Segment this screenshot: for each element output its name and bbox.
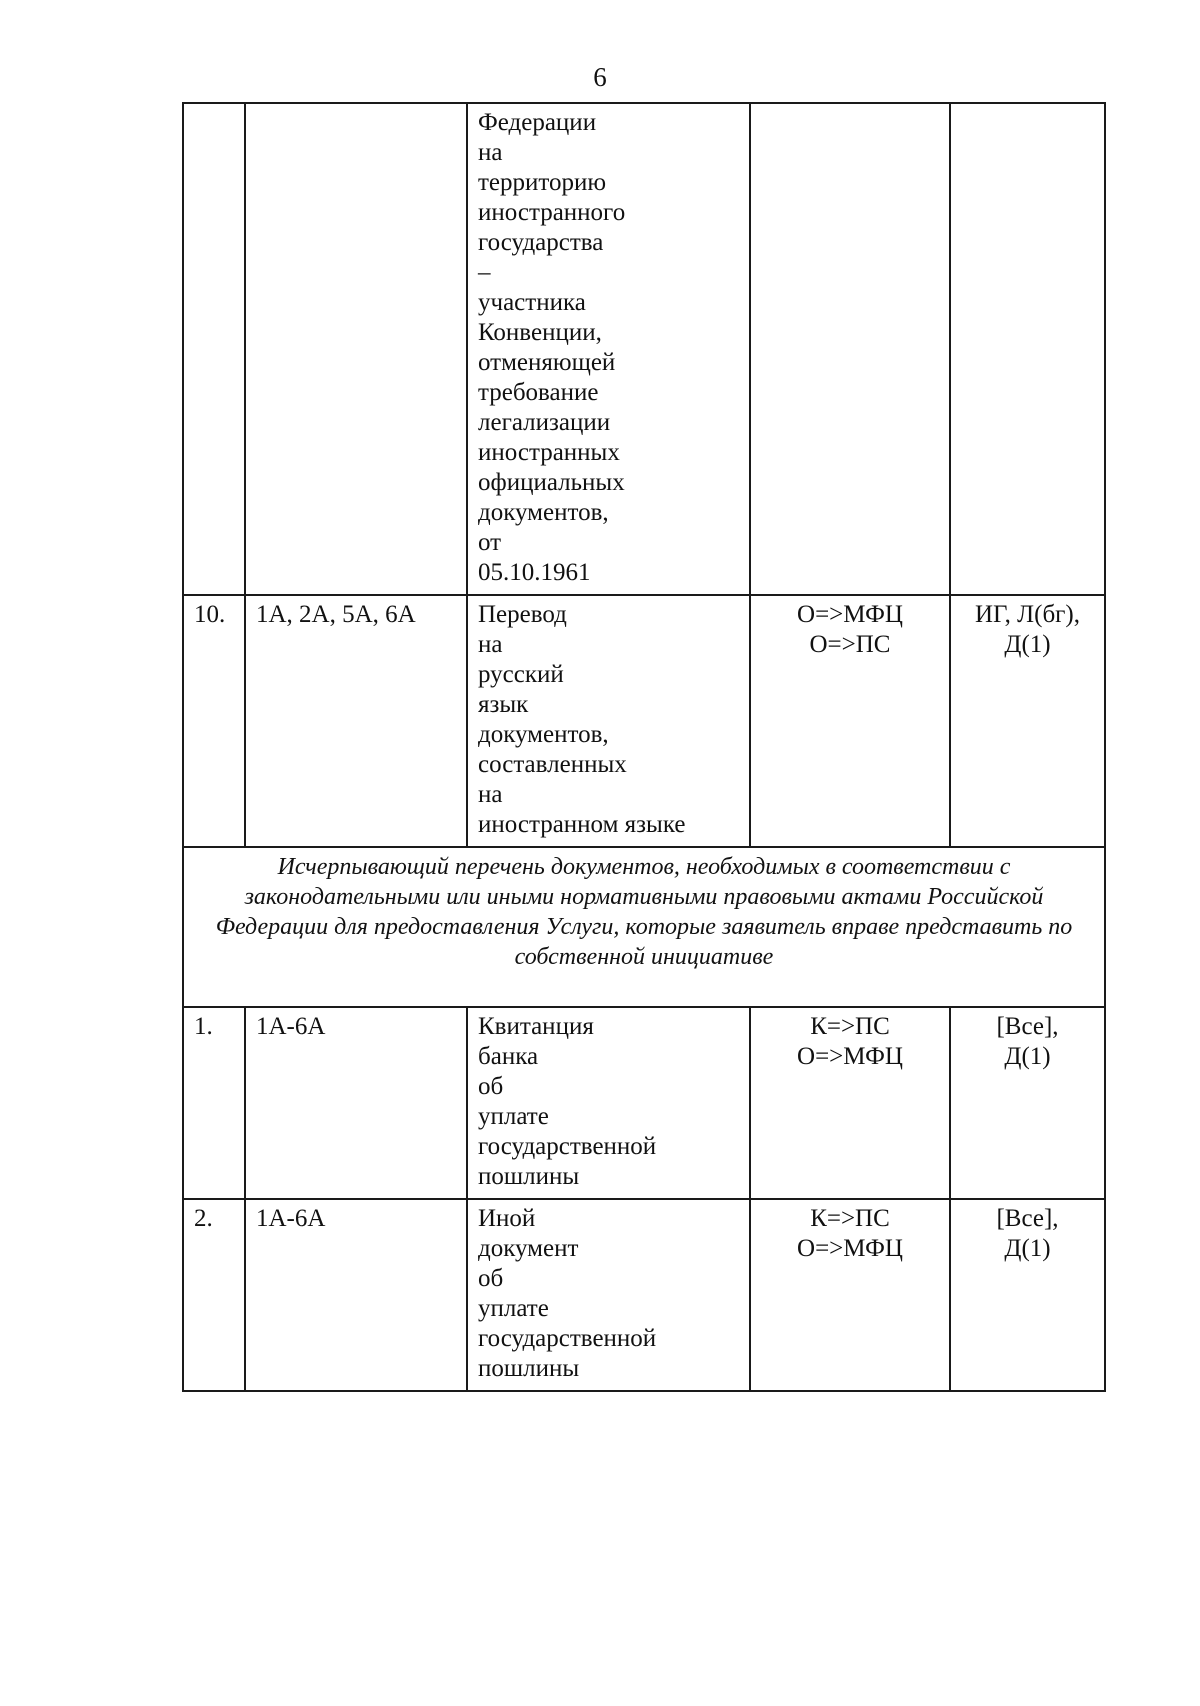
description-line [478,288,739,348]
description-line [478,468,739,498]
description-line [478,1012,739,1102]
document-description [467,1007,750,1199]
description-word: русский [478,661,564,688]
description-word: документов, [478,721,609,748]
description-line [478,690,739,750]
groups-line: ИГ, Л(бг), [974,601,1081,628]
description-word: иностранном языке [478,811,686,838]
applicant-codes [245,103,467,595]
description-line [478,438,739,468]
description-line [478,498,739,558]
submission-method [750,1199,950,1391]
applicant-groups [950,103,1105,595]
applicant-groups [950,595,1105,847]
groups-line: Д(1) [1004,1043,1051,1070]
description-word: язык [478,691,529,718]
description-word: Квитанция [478,1013,594,1040]
applicant-groups [950,1007,1105,1199]
description-word: об [478,1073,504,1100]
description-line [478,168,739,198]
applicant-codes: 1А, 2А, 5А, 6А [245,595,467,847]
description-word: государственной [478,1325,657,1352]
document-description [467,103,750,595]
groups-line: Д(1) [1004,1235,1051,1262]
description-line [478,558,739,588]
groups-line: [Все], [996,1205,1059,1232]
applicant-codes: 1А-6А [245,1007,467,1199]
description-word: Конвенции, [478,319,602,346]
documents-table [182,102,1106,1392]
description-word: об [478,1265,504,1292]
description-word: уплате [478,1103,549,1130]
row-number [183,103,245,595]
description-word: официальных [478,469,625,496]
description-line [478,600,739,690]
description-word: на [478,139,503,166]
method-line: О=>ПС [809,631,891,658]
row-number: 1. [183,1007,245,1199]
description-line [478,1294,739,1324]
row-number: 2. [183,1199,245,1391]
description-word: Федерации [478,109,597,136]
method-line: О=>МФЦ [797,601,903,628]
description-word: банка [478,1043,539,1070]
description-word: документов, [478,499,609,526]
description-line [478,1204,739,1294]
document-description [467,595,750,847]
description-line [478,1162,739,1192]
description-line [478,348,739,378]
row-number: 10. [183,595,245,847]
description-line [478,1354,739,1384]
description-word: пошлины [478,1355,580,1382]
description-line [478,1102,739,1132]
description-word: документ [478,1235,579,1262]
description-word: Иной [478,1205,536,1232]
description-word: составленных [478,751,627,778]
method-line: О=>МФЦ [797,1043,903,1070]
description-line [478,1324,739,1354]
table-row [183,595,1105,847]
description-line [478,108,739,168]
description-line [478,228,739,288]
description-line [478,1132,739,1162]
applicant-groups [950,1199,1105,1391]
description-line [478,408,739,438]
description-word: участника [478,289,586,316]
description-word: – [478,259,491,286]
page-number: 6 [593,62,607,92]
description-word: легализации [478,409,611,436]
description-word: иностранного [478,199,626,226]
groups-line: [Все], [996,1013,1059,1040]
description-word: пошлины [478,1163,580,1190]
table-row [183,1007,1105,1199]
description-line [478,378,739,408]
description-word: 05.10.1961 [478,559,591,586]
submission-method [750,103,950,595]
description-word: требование [478,379,599,406]
section-row [183,847,1105,1007]
description-word: отменяющей [478,349,616,376]
description-word: государственной [478,1133,657,1160]
description-word: Перевод [478,601,567,628]
table-row [183,1199,1105,1391]
groups-line: Д(1) [1004,631,1051,658]
description-word: на [478,631,503,658]
description-word: территорию [478,169,607,196]
method-line: К=>ПС [810,1013,890,1040]
description-word: государства [478,229,604,256]
method-line: О=>МФЦ [797,1235,903,1262]
description-word: иностранных [478,439,620,466]
submission-method [750,1007,950,1199]
description-word: на [478,781,503,808]
description-line [478,810,739,840]
description-line [478,198,739,228]
submission-method [750,595,950,847]
document-description [467,1199,750,1391]
description-line [478,750,739,810]
section-heading: Исчерпывающий перечень документов, необходимых в соответствии с законодательными или иными нормативными правовыми актами Российской Федерации для предоставления Услуги, которые заявитель вправе представить по собственной инициативе [183,847,1105,1007]
method-line: К=>ПС [810,1205,890,1232]
description-word: уплате [478,1295,549,1322]
table-row [183,103,1105,595]
description-word: от [478,529,502,556]
applicant-codes: 1А-6А [245,1199,467,1391]
